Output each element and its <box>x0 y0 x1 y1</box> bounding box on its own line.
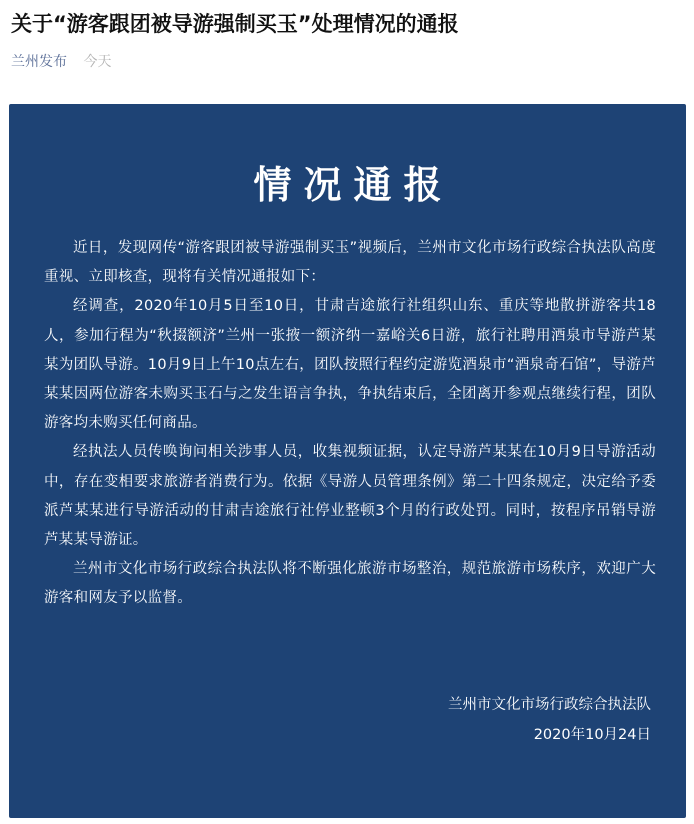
notice-heading: 情况通报 <box>253 163 454 207</box>
notice-paragraph: 兰州市文化市场行政综合执法队将不断强化旅游市场整治，规范旅游市场秩序，欢迎广大游客和网友予以监督。 <box>44 561 656 607</box>
notice-paragraph: 近日，发现网传“游客跟团被导游强制买玉”视频后，兰州市文化市场行政综合执法队高度重视、立即核查，现将有关情况通报如下： <box>44 240 656 286</box>
notice-image <box>9 104 686 818</box>
signature-date: 2020年10月24日 <box>533 727 651 743</box>
publish-date: 今天 <box>83 54 112 70</box>
author-link[interactable]: 兰州发布 <box>11 54 67 70</box>
notice-paragraph: 经执法人员传唤询问相关涉事人员，收集视频证据，认定导游芦某某在10月9日导游活动中，存在变相要求旅游者消费行为。依据《导游人员管理条例》第二十四条规定，决定给予委派芦某某进行导游活动的甘肃吉途旅行社停业整顿3个月的行政处罚。同时，按程序吊销导游芦某某导游证。 <box>44 444 656 549</box>
notice-paragraph: 经调查，2020年10月5日至10日，甘肃吉途旅行社组织山东、重庆等地散拼游客共18人，参加行程为“秋掇额济”兰州一张掖一额济纳一嘉峪关6日游，旅行社聘用酒泉市导游芦某某为团队导游。10月9日上午10点左右，团队按照行程约定游览酒泉市“酒泉奇石馆”，导游芦某某因两位游客未购买玉石与之发生语言争执，争执结束后，全团离开参观点继续行程，团队游客均未购买任何商品。 <box>44 298 656 432</box>
article-meta <box>11 52 111 72</box>
signature-organization: 兰州市文化市场行政综合执法队 <box>448 697 651 713</box>
notice-signature <box>448 691 651 751</box>
article-title: 关于“游客跟团被导游强制买玉”处理情况的通报 <box>11 12 459 36</box>
notice-body <box>44 234 656 614</box>
